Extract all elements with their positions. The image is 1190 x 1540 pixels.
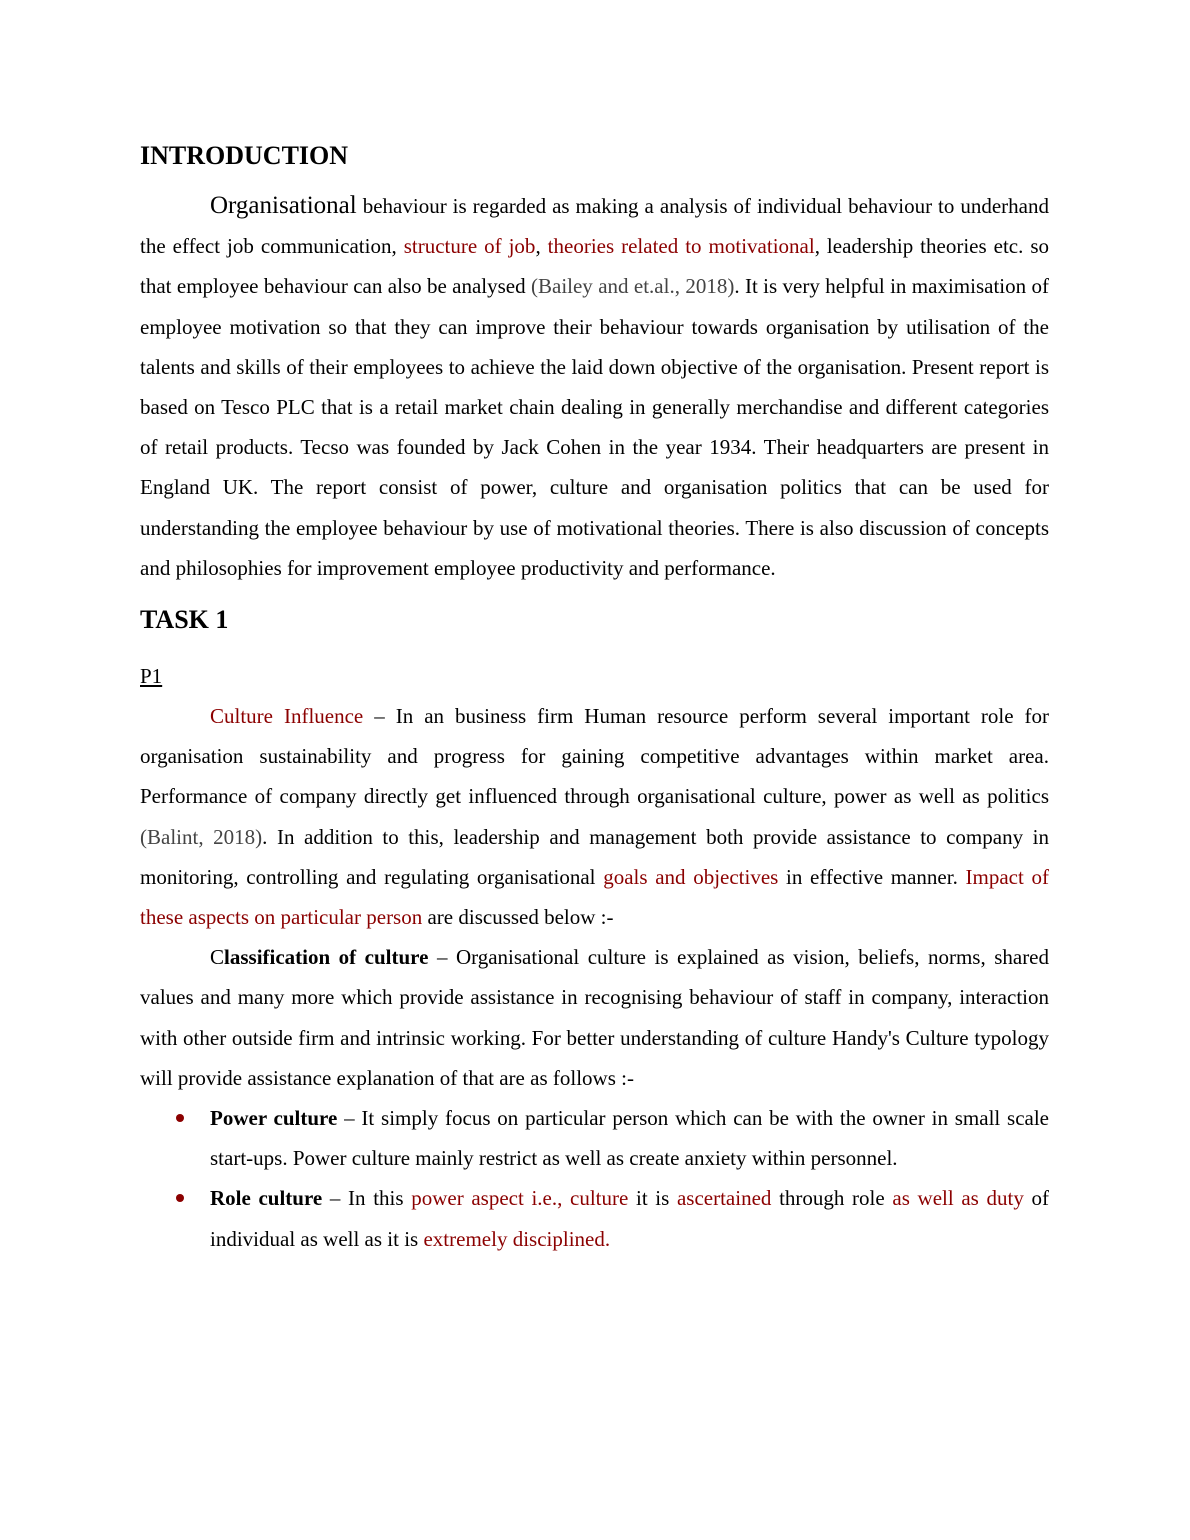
introduction-heading: INTRODUCTION [140,141,349,170]
classification-paragraph: Classification of culture – Organisational culture is explained as vision, beliefs, norms, shared values and many more which provide assistance in recognising behaviour of staff in company, interaction with other outside firm and intrinsic working. For better understanding of culture Handy's Culture typology will provide assistance explanation of that are as follows :- [140,945,1050,1090]
highlight-goals-objectives: goals and objectives [603,864,779,889]
highlight-theories-motivational: theories related to motivational [547,234,815,259]
citation-balint: (Balint, 2018) [140,824,263,849]
bullet-icon [176,1194,184,1202]
highlight-impact-aspects: Impact of these aspects on particular person [140,864,1050,930]
culture-typology-list [140,1098,1049,1259]
introduction-paragraph: Organisational behaviour is regarded as making a analysis of individual behaviour to underhand the effect job communication, structure of job, theories related to motivational, leadership theories etc. so that employee behaviour can also be analysed (Bailey and et.al., 2018). It is very helpful in maximisation of employee motivation so that they can improve their behaviour towards organisation by utilisation of the talents and skills of their employees to achieve the laid down objective of the organisation. Present report is based on Tesco PLC that is a retail market chain dealing in generally merchandise and different categories of retail products. Tecso was founded by Jack Cohen in the year 1934. Their headquarters are present in England UK. The report consist of power, culture and organisation politics that can be used for understanding the employee behaviour by use of motivational theories. There is also discussion of concepts and philosophies for improvement employee productivity and performance. [140,192,1050,580]
citation-bailey: (Bailey and et.al., 2018) [531,274,735,299]
bullet-icon [176,1114,184,1122]
classification-bold-lead: lassification of culture [224,945,429,970]
highlight-culture-influence: Culture Influence [210,704,364,729]
task1-heading: TASK 1 [140,605,229,635]
p1-label: P1 [140,664,163,689]
document-page [140,136,1049,1259]
list-item-power-culture: Power culture – It simply focus on particular person which can be with the owner in small scale start-ups. Power culture mainly restrict as well as create anxiety within personnel. [140,1098,1049,1178]
culture-influence-paragraph: Culture Influence – In an business firm Human resource perform several important role for organisation sustainability and progress for gaining competitive advantages within market area. Performance of company directly get influenced through organisational culture, power as well as politics (Balint, 2018). In addition to this, leadership and management both provide assistance to company in monitoring, controlling and regulating organisational goals and objectives in effective manner. Impact of these aspects on particular person are discussed below :- [140,704,1050,930]
highlight-structure-of-job: structure of job [403,234,536,259]
intro-first-word: Organisational [210,192,357,219]
list-item-role-culture: Role culture – In this power aspect i.e., culture it is ascertained through role as well as duty of individual as well as it is extremely disciplined. [140,1178,1049,1258]
